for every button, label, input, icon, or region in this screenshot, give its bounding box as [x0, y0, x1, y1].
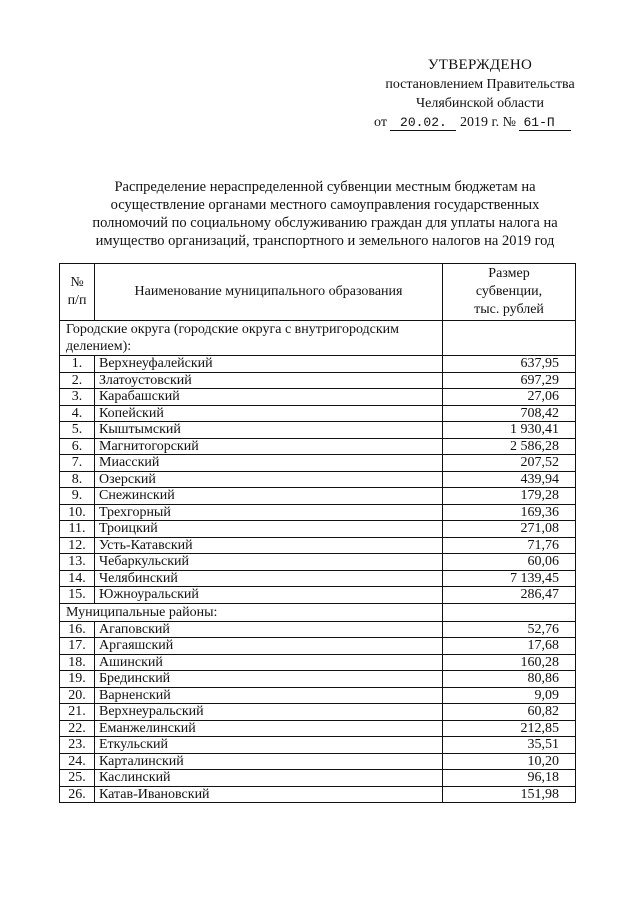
row-value: 35,51 — [443, 737, 576, 754]
row-number: 24. — [60, 753, 95, 770]
row-name: Троицкий — [95, 521, 443, 538]
title-line: Распределение нераспределенной субвенции местным бюджетам на — [114, 179, 536, 195]
table-row — [60, 438, 576, 455]
table-row — [60, 422, 576, 439]
row-value: 179,28 — [443, 488, 576, 505]
table-row — [60, 570, 576, 587]
row-value: 80,86 — [443, 671, 576, 688]
table-row — [60, 471, 576, 488]
row-number: 10. — [60, 504, 95, 521]
table-row — [60, 504, 576, 521]
section-label-line: Городские округа (городские округа с внутригородским — [66, 322, 400, 337]
row-value: 9,09 — [443, 687, 576, 704]
row-name: Озерский — [95, 471, 443, 488]
row-name: Миасский — [95, 455, 443, 472]
row-value: 71,76 — [443, 537, 576, 554]
approved-by: постановлением Правительства — [385, 77, 575, 92]
row-number: 23. — [60, 737, 95, 754]
row-number: 7. — [60, 455, 95, 472]
row-value: 17,68 — [443, 638, 576, 655]
row-name: Верхнеуральский — [95, 704, 443, 721]
row-number: 15. — [60, 587, 95, 604]
row-name: Ашинский — [95, 654, 443, 671]
row-value: 169,36 — [443, 504, 576, 521]
year-text: 2019 г. № — [459, 115, 516, 130]
section-label-line: делением): — [66, 339, 132, 354]
table-row — [60, 356, 576, 373]
approval-date: 20.02. — [390, 115, 456, 131]
table-row — [60, 587, 576, 604]
row-name: Агаповский — [95, 621, 443, 638]
approved-label: УТВЕРЖДЕНО — [427, 57, 533, 73]
table-row — [60, 488, 576, 505]
row-value: 160,28 — [443, 654, 576, 671]
row-value: 271,08 — [443, 521, 576, 538]
title-line: имущество организаций, транспортного и земельного налогов на 2019 год — [95, 233, 555, 249]
row-number: 18. — [60, 654, 95, 671]
section-row-urban — [60, 321, 576, 356]
row-name: Южноуральский — [95, 587, 443, 604]
title-line: полномочий по социальному обслуживанию граждан для уплаты налога на — [92, 215, 558, 231]
row-name: Брединский — [95, 671, 443, 688]
header-amount-line: тыс. рублей — [474, 302, 544, 317]
table-row — [60, 372, 576, 389]
header-num-line: № — [70, 275, 84, 290]
table-row — [60, 687, 576, 704]
table-row — [60, 455, 576, 472]
table-header-row — [60, 264, 576, 321]
table-row — [60, 770, 576, 787]
row-name: Варненский — [95, 687, 443, 704]
row-name: Каслинский — [95, 770, 443, 787]
row-name: Карабашский — [95, 389, 443, 406]
row-number: 19. — [60, 671, 95, 688]
table-row — [60, 671, 576, 688]
row-value: 697,29 — [443, 372, 576, 389]
row-value: 439,94 — [443, 471, 576, 488]
row-number: 12. — [60, 537, 95, 554]
section-row-districts — [60, 603, 576, 621]
section-empty-cell — [443, 321, 576, 356]
row-value: 7 139,45 — [443, 570, 576, 587]
table-row — [60, 786, 576, 803]
row-value: 60,82 — [443, 704, 576, 721]
row-number: 1. — [60, 356, 95, 373]
row-number: 11. — [60, 521, 95, 538]
row-number: 14. — [60, 570, 95, 587]
table-row — [60, 537, 576, 554]
row-value: 637,95 — [443, 356, 576, 373]
row-name: Трехгорный — [95, 504, 443, 521]
row-value: 10,20 — [443, 753, 576, 770]
row-name: Магнитогорский — [95, 438, 443, 455]
subsidy-table — [59, 263, 576, 803]
table-row — [60, 737, 576, 754]
row-name: Аргаяшский — [95, 638, 443, 655]
row-name: Копейский — [95, 405, 443, 422]
row-value: 212,85 — [443, 720, 576, 737]
row-number: 2. — [60, 372, 95, 389]
row-name: Златоустовский — [95, 372, 443, 389]
row-number: 26. — [60, 786, 95, 803]
row-number: 6. — [60, 438, 95, 455]
row-number: 22. — [60, 720, 95, 737]
header-num-line: п/п — [67, 293, 87, 308]
row-number: 9. — [60, 488, 95, 505]
approval-stamp — [370, 56, 590, 132]
row-number: 13. — [60, 554, 95, 571]
table-row — [60, 704, 576, 721]
table-row — [60, 554, 576, 571]
row-number: 8. — [60, 471, 95, 488]
row-value: 96,18 — [443, 770, 576, 787]
row-name: Чебаркульский — [95, 554, 443, 571]
row-number: 16. — [60, 621, 95, 638]
header-num — [60, 264, 95, 321]
row-name: Еткульский — [95, 737, 443, 754]
row-value: 2 586,28 — [443, 438, 576, 455]
row-name: Верхнеуфалейский — [95, 356, 443, 373]
table-row — [60, 521, 576, 538]
row-name: Еманжелинский — [95, 720, 443, 737]
row-number: 17. — [60, 638, 95, 655]
row-name: Кыштымский — [95, 422, 443, 439]
table-row — [60, 621, 576, 638]
row-name: Челябинский — [95, 570, 443, 587]
document-title — [70, 178, 580, 250]
table-row — [60, 389, 576, 406]
row-name: Карталинский — [95, 753, 443, 770]
section-label — [60, 321, 443, 356]
row-number: 20. — [60, 687, 95, 704]
row-value: 207,52 — [443, 455, 576, 472]
decree-number: 61-П — [519, 115, 571, 131]
row-name: Снежинский — [95, 488, 443, 505]
header-amount-line: Размер — [488, 266, 530, 281]
title-line: осуществление органами местного самоуправления государственных — [110, 197, 540, 213]
row-number: 5. — [60, 422, 95, 439]
row-value: 52,76 — [443, 621, 576, 638]
table-row — [60, 753, 576, 770]
row-value: 151,98 — [443, 786, 576, 803]
row-value: 1 930,41 — [443, 422, 576, 439]
row-value: 286,47 — [443, 587, 576, 604]
approved-region: Челябинской области — [416, 96, 544, 111]
date-prefix: от — [374, 115, 387, 130]
table-row — [60, 654, 576, 671]
section-label: Муниципальные районы: — [60, 603, 443, 621]
table-row — [60, 405, 576, 422]
header-amount — [443, 264, 576, 321]
table-row — [60, 720, 576, 737]
row-number: 3. — [60, 389, 95, 406]
approval-date-line — [374, 113, 590, 132]
section-empty-cell — [443, 603, 576, 621]
row-name: Катав-Ивановский — [95, 786, 443, 803]
row-value: 27,06 — [443, 389, 576, 406]
header-name: Наименование муниципального образования — [95, 264, 443, 321]
row-name: Усть-Катавский — [95, 537, 443, 554]
row-value: 708,42 — [443, 405, 576, 422]
row-number: 25. — [60, 770, 95, 787]
row-value: 60,06 — [443, 554, 576, 571]
header-amount-line: субвенции, — [475, 284, 543, 299]
row-number: 21. — [60, 704, 95, 721]
row-number: 4. — [60, 405, 95, 422]
table-row — [60, 638, 576, 655]
